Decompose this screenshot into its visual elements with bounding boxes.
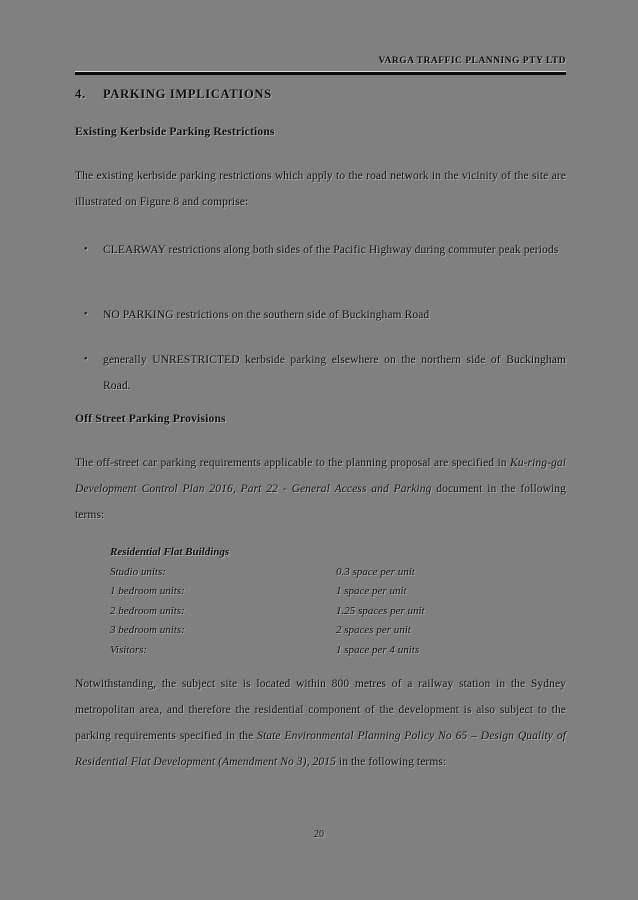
rate-label: 3 bedroom units: [110, 624, 185, 636]
table-row [110, 621, 566, 641]
rate-label: Studio units: [110, 565, 166, 578]
sepp-paragraph [75, 671, 566, 775]
offstreet-paragraph [75, 450, 566, 528]
table-row [110, 602, 566, 622]
bullet-item-no-parking [75, 302, 566, 328]
dcp-document-title: Ku-ring-gai Development Control Plan 2016, Part 22 - General Access and Parking [75, 457, 566, 495]
bullet-icon: • [84, 244, 88, 255]
section-heading [75, 87, 566, 102]
rate-label: 1 bedroom units: [110, 585, 185, 597]
section-title-text: PARKING IMPLICATIONS [103, 87, 272, 101]
page-number: 20 [314, 829, 324, 840]
rate-label: Visitors: [110, 643, 148, 656]
offstreet-subheading: Off Street Parking Provisions [75, 413, 226, 425]
rate-value: 1 space per 4 units [336, 643, 420, 656]
rate-value: 1.25 spaces per unit [336, 604, 425, 617]
table-row [110, 563, 566, 583]
table-row [110, 582, 566, 602]
bullet-text: CLEARWAY restrictions along both sides of the Pacific Highway during commuter peak periods [103, 244, 559, 256]
offstreet-paragraph-run-1: The off-street car parking requirements applicable to the planning proposal are specified in [75, 457, 510, 469]
bullet-item-clearway [75, 237, 566, 263]
parking-rate-table [110, 543, 566, 660]
table-row [110, 641, 566, 661]
rate-table-heading: Residential Flat Buildings [110, 546, 230, 558]
kerbside-intro-paragraph: The existing kerbside parking restrictions which apply to the road network in the vicinity of the site are illustrated on Figure 8 and comprise: [75, 170, 566, 208]
rate-label: 2 bedroom units: [110, 604, 185, 617]
bullet-icon: • [84, 354, 88, 365]
section-number: 4. [75, 87, 86, 101]
offstreet-paragraph-run-3: document in the following terms: [75, 483, 566, 521]
sepp-paragraph-run-3: in the following terms: [335, 756, 447, 768]
kerbside-subheading: Existing Kerbside Parking Restrictions [75, 126, 275, 138]
header-divider-rule [75, 71, 566, 75]
rate-value: 1 space per unit [336, 585, 407, 597]
rate-value: 0.3 space per unit [336, 565, 415, 578]
header-company-name: VARGA TRAFFIC PLANNING PTY LTD [378, 56, 566, 66]
rate-value: 2 spaces per unit [336, 624, 411, 636]
sepp-paragraph-run-1: Notwithstanding, the subject site is located within 800 metres of a railway station in the Sydney metropolitan area, and therefore the residential component of the development is also subject to the parking requirements specified in the [75, 678, 566, 742]
sepp-document-title: State Environmental Planning Policy No 65 – Design Quality of Residential Flat Development (Amendment No 3), 2015 [75, 730, 566, 768]
bullet-text: generally UNRESTRICTED kerbside parking elsewhere on the northern side of Buckingham Road. [103, 354, 566, 392]
bullet-item-unrestricted [75, 347, 566, 399]
bullet-text: NO PARKING restrictions on the southern side of Buckingham Road [103, 309, 430, 321]
bullet-icon: • [84, 309, 88, 320]
